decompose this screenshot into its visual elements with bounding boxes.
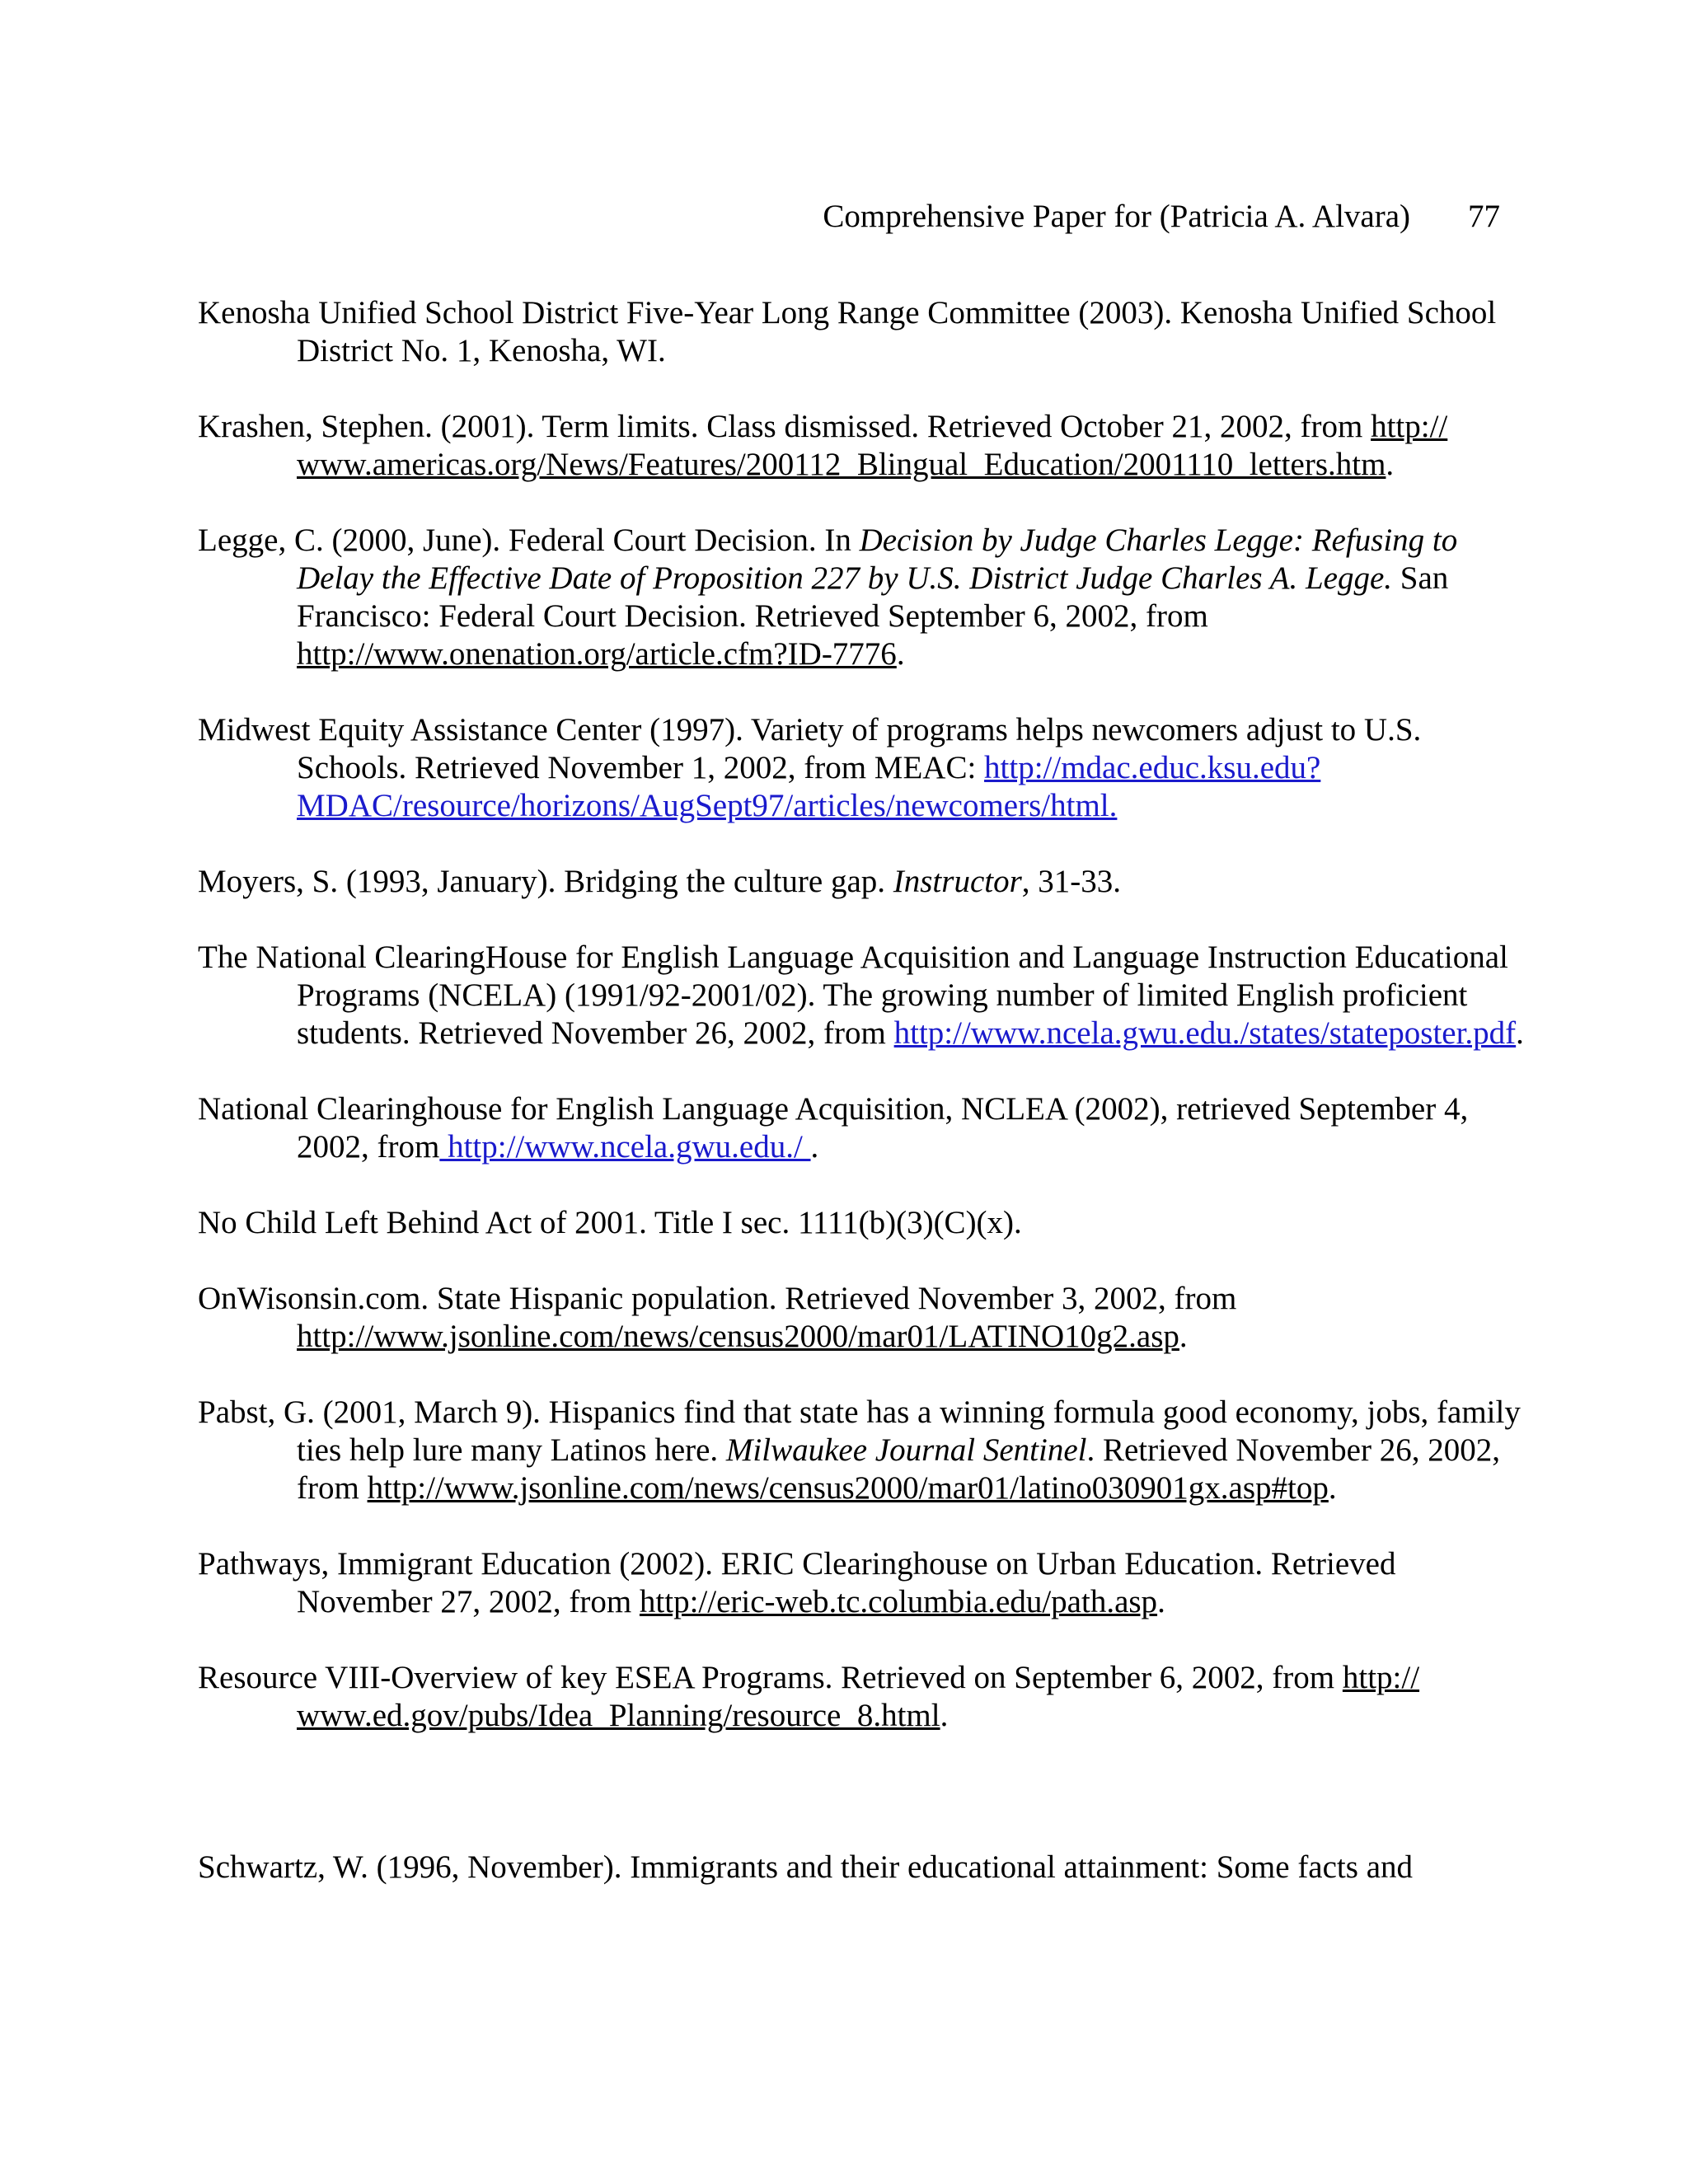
reference-schwartz: Schwartz, W. (1996, November). Immigrants and their educational attainment: Some facts and	[198, 1849, 1414, 1885]
reference-resource-viii: Resource VIII-Overview of key ESEA Programs. Retrieved on September 6, 2002, from http:// www.ed.gov/pubs/Idea_Planning/resource_8.html.	[198, 1660, 1420, 1733]
running-head	[198, 198, 1500, 236]
running-title: Comprehensive Paper for (Patricia A. Alvara)	[823, 199, 1410, 234]
reference-onwisconsin: OnWisonsin.com. State Hispanic population. Retrieved November 3, 2002, from http://www.jsonline.com/news/census2000/mar01/LATINO10g2.asp.	[198, 1281, 1237, 1354]
reference-link[interactable]: http://www.ncela.gwu.edu./	[439, 1129, 811, 1165]
reference-link[interactable]: http://eric-web.tc.columbia.edu/path.asp	[639, 1584, 1158, 1619]
reference-link[interactable]: http:// www.americas.org/News/Features/200112_Blingual_Education/2001110_letters.htm	[297, 409, 1448, 482]
reference-legge: Legge, C. (2000, June). Federal Court Decision. In Decision by Judge Charles Legge: Refusing to Delay the Effective Date of Proposition 227 by U.S. District Judge Charles A. Legge. San Francisco: Federal Court Decision. Retrieved September 6, 2002, from http://www.onenation.org/article.cfm?ID-7776.	[198, 523, 1458, 672]
reference-moyers: Moyers, S. (1993, January). Bridging the culture gap. Instructor, 31-33.	[198, 864, 1122, 899]
reference-pabst: Pabst, G. (2001, March 9). Hispanics find that state has a winning formula good economy, jobs, family ties help lure many Latinos here. Milwaukee Journal Sentinel. Retrieved November 26, 2002, from http://www.jsonline.com/news/census2000/mar01/latino030901gx.asp#top.	[198, 1394, 1521, 1506]
reference-krashen: Krashen, Stephen. (2001). Term limits. Class dismissed. Retrieved October 21, 2002, from http:// www.americas.org/News/Features/200112_Blingual_Education/2001110_letters.htm.	[198, 409, 1448, 482]
reference-list	[198, 294, 1525, 1924]
reference-link[interactable]: http://www.jsonline.com/news/census2000/mar01/latino030901gx.asp#top	[367, 1470, 1329, 1506]
reference-link[interactable]: http:// www.ed.gov/pubs/Idea_Planning/resource_8.html	[297, 1660, 1420, 1733]
reference-nclb: No Child Left Behind Act of 2001. Title I sec. 1111(b)(3)(C)(x).	[198, 1205, 1022, 1240]
reference-link[interactable]: http://mdac.educ.ksu.edu?MDAC/resource/horizons/AugSept97/articles/newcomers/html.	[297, 750, 1321, 823]
reference-pathways: Pathways, Immigrant Education (2002). ERIC Clearinghouse on Urban Education. Retrieved November 27, 2002, from http://eric-web.tc.columbia.edu/path.asp.	[198, 1546, 1396, 1619]
reference-link[interactable]: http://www.jsonline.com/news/census2000/mar01/LATINO10g2.asp	[297, 1319, 1179, 1354]
reference-midwest-equity: Midwest Equity Assistance Center (1997). Variety of programs helps newcomers adjust to U.S. Schools. Retrieved November 1, 2002, from MEAC: http://mdac.educ.ksu.edu?MDAC/resource/horizons/AugSept97/articles/newcomers/html.	[198, 712, 1422, 823]
reference-kenosha: Kenosha Unified School District Five-Year Long Range Committee (2003). Kenosha Unified School District No. 1, Kenosha, WI.	[198, 295, 1497, 368]
reference-link[interactable]: http://www.onenation.org/article.cfm?ID-7776	[297, 636, 897, 672]
reference-ncela-1: The National ClearingHouse for English Language Acquisition and Language Instruction Educational Programs (NCELA) (1991/92-2001/02). The growing number of limited English proficient students. Retrieved November 26, 2002, from http://www.ncela.gwu.edu./states/stateposter.pdf.	[198, 940, 1524, 1051]
page-number: 77	[1468, 199, 1500, 234]
reference-ncela-2: National Clearinghouse for English Language Acquisition, NCLEA (2002), retrieved September 4, 2002, from http://www.ncela.gwu.edu./ .	[198, 1091, 1469, 1165]
reference-link[interactable]: http://www.ncela.gwu.edu./states/stateposter.pdf	[893, 1015, 1517, 1051]
